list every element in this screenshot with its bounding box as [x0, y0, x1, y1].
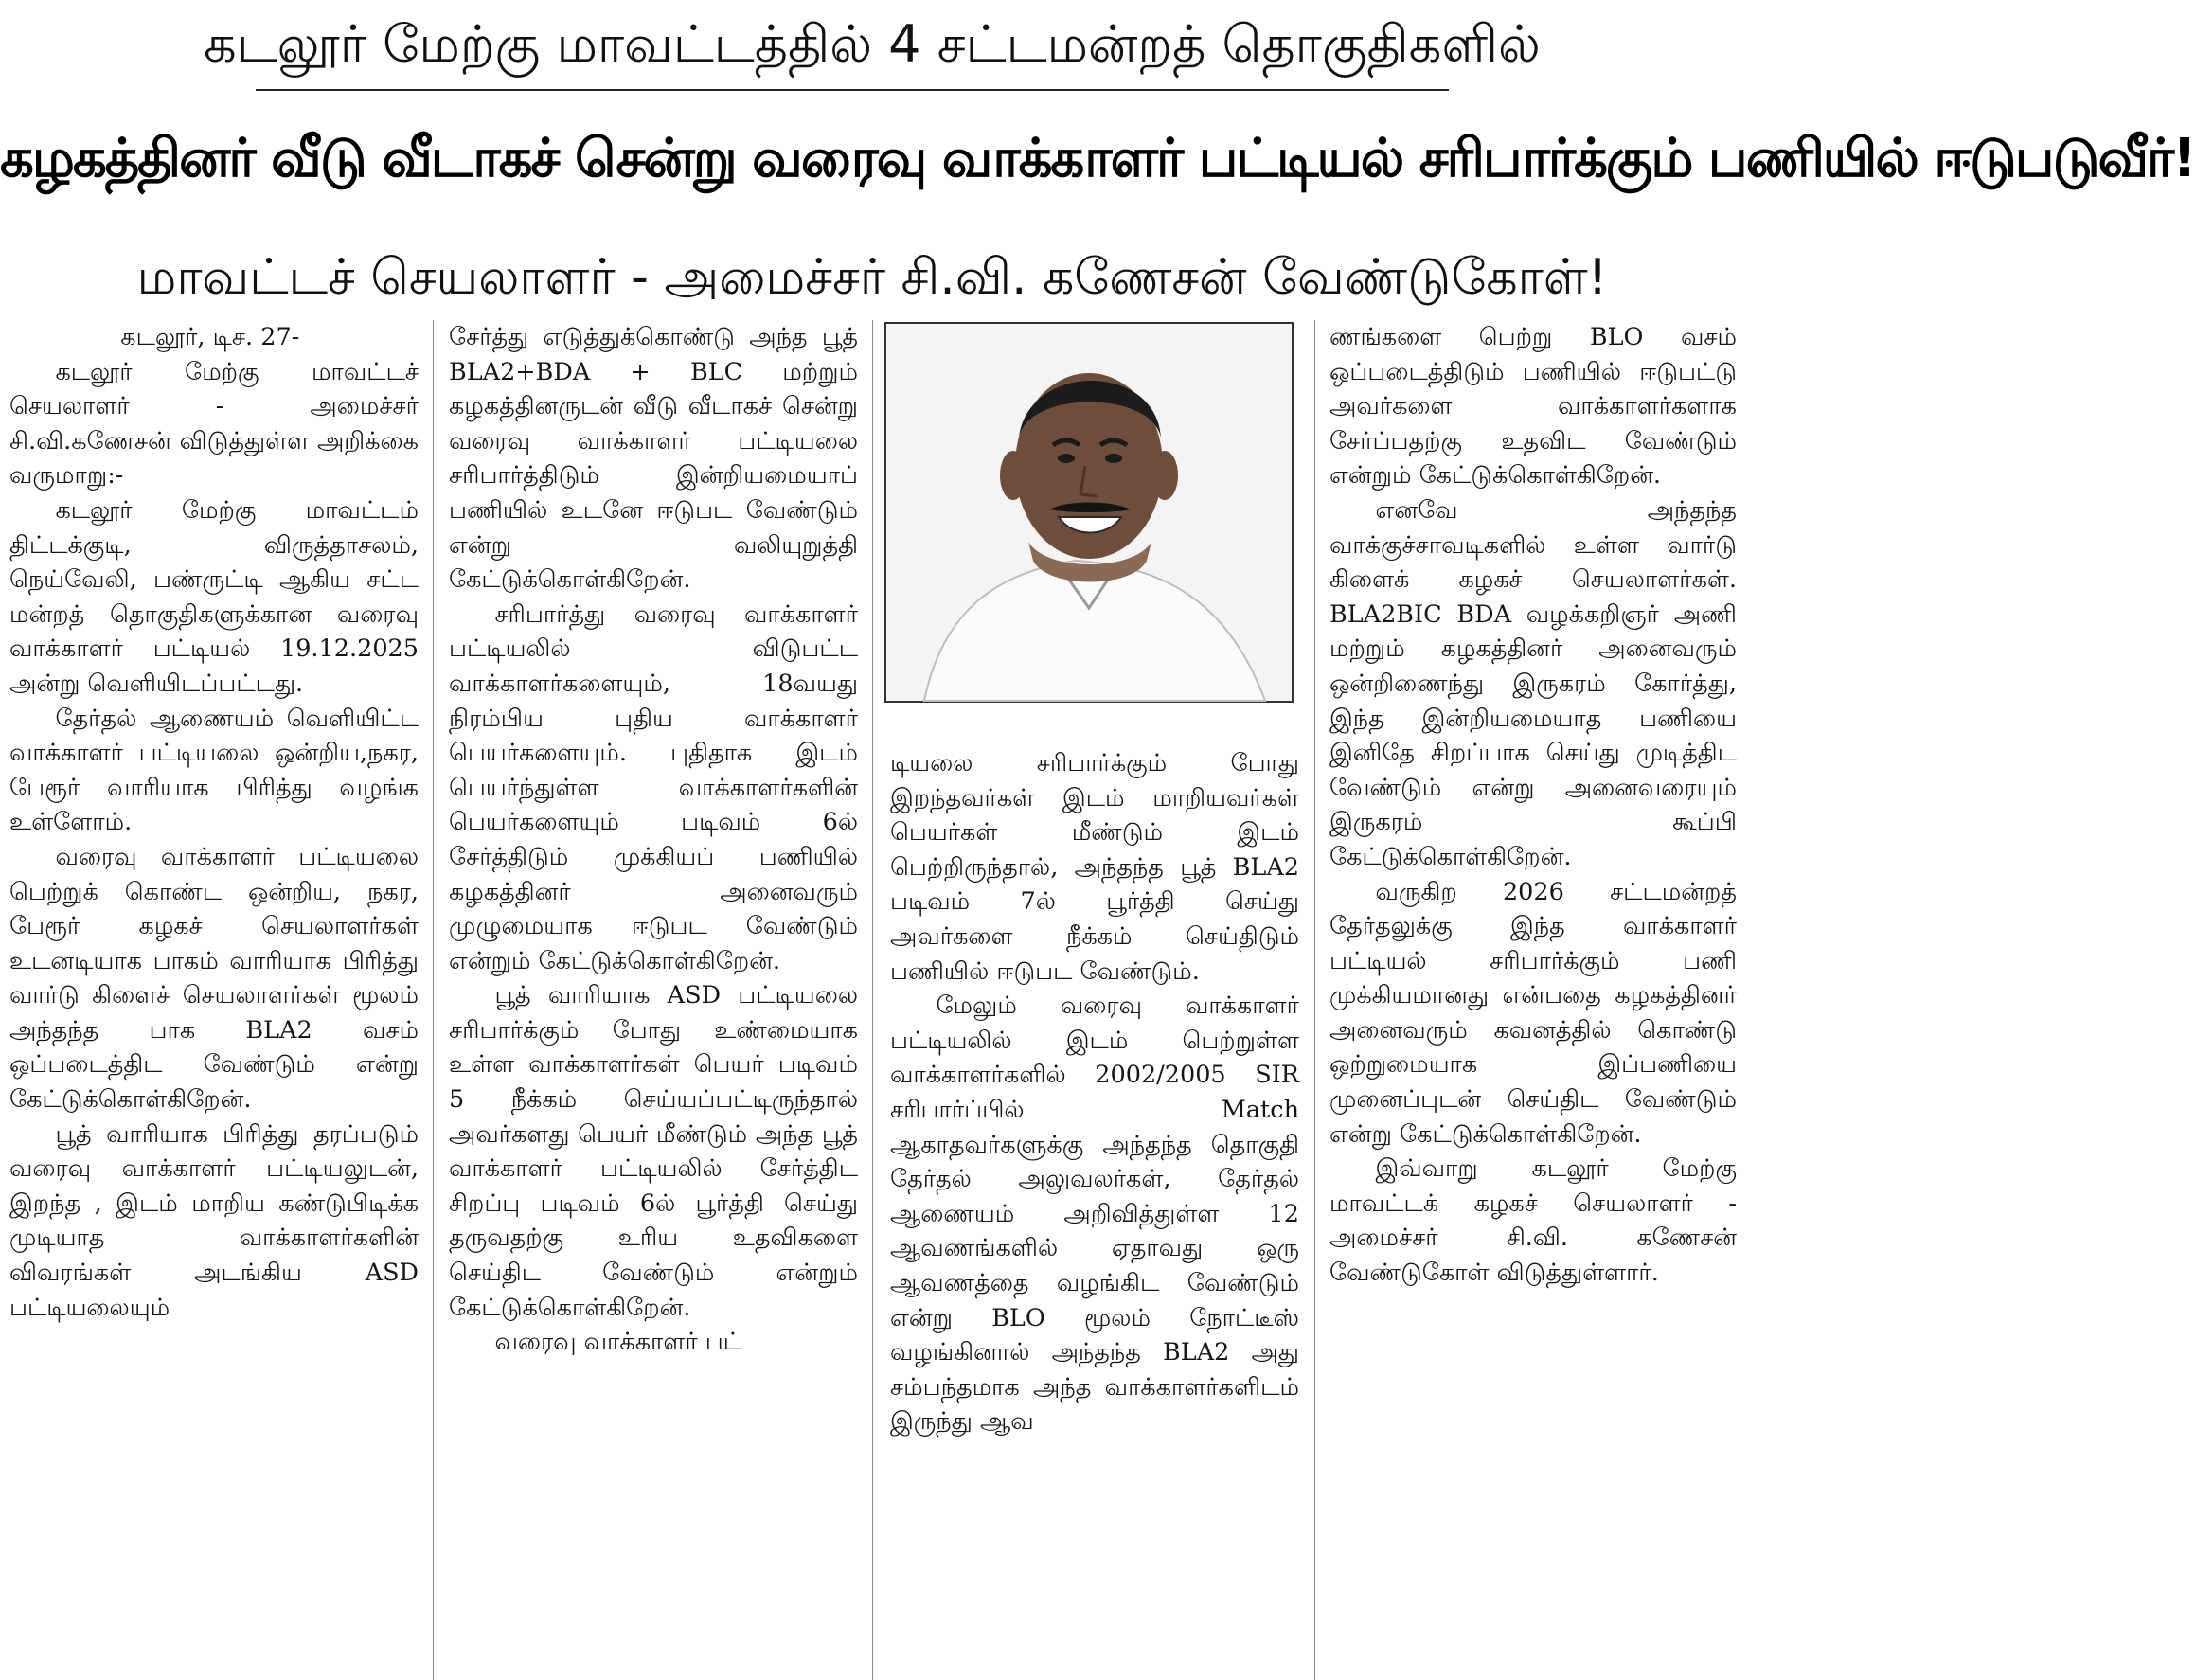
- kicker-headline: கடலூர் மேற்கு மாவட்டத்தில் 4 சட்டமன்றத் தொகுதிகளில்: [204, 14, 1541, 74]
- paragraph: மேலும் வரைவு வாக்காளர் பட்டியலில் இடம் பெற்றுள்ள வாக்காளர்களில் 2002/2005 SIR சரிபார்ப்பில் Match ஆகாதவர்களுக்கு அந்தந்த தொகுதி தேர்தல் அலுவலர்கள், தேர்தல் ஆணையம் அறிவித்துள்ள 12 ஆவணங்களில் ஏதாவது ஒரு ஆவணத்தை வழங்கிட வேண்டும் என்று BLO மூலம் நோட்டீஸ் வழங்கினால் அந்தந்த BLA2 அது சம்பந்தமாக அந்த வாக்காளர்களிடம் இருந்து ஆவ: [890, 992, 1299, 1437]
- column-divider: [872, 320, 873, 1680]
- paragraph: ணங்களை பெற்று BLO வசம் ஒப்படைத்திடும் பணியில் ஈடுபட்டு அவர்களை வாக்காளர்களாக சேர்ப்பதற்கு உதவிட வேண்டும் என்றும் கேட்டுக்கொள்கிறேன்.: [1329, 323, 1737, 491]
- kicker-underline: [256, 89, 1449, 91]
- portrait-illustration: [886, 324, 1292, 701]
- paragraph: வரைவு வாக்காளர் பட்டியலை பெற்றுக் கொண்ட ஒன்றிய, நகர, பேரூர் கழகச் செயலாளர்கள் உடனடியாக பாகம் வாரியாக பிரித்து வார்டு கிளைச் செயலாளர்கள் மூலம் அந்தந்த பாக BLA2 வசம் ஒப்படைத்திட வேண்டும் என்று கேட்டுக்கொள்கிறேன்.: [9, 842, 419, 1115]
- article-column-4: [1329, 320, 1737, 1680]
- article-column-2: [449, 320, 858, 1680]
- article-column-1: [9, 320, 419, 1680]
- paragraph: சரிபார்த்து வரைவு வாக்காளர் பட்டியலில் விடுபட்ட வாக்காளர்களையும், 18வயது நிரம்பிய புதிய வாக்காளர் பெயர்களையும். புதிதாக இடம் பெயர்ந்துள்ள வாக்காளர்களின் பெயர்களையும் படிவம் 6ல் சேர்த்திடும் முக்கியப் பணியில் கழகத்தினர் அனைவரும் முழுமையாக ஈடுபட வேண்டும் என்றும் கேட்டுக்கொள்கிறேன்.: [449, 599, 858, 975]
- main-headline: கழகத்தினர் வீடு வீடாகச் சென்று வரைவு வாக்காளர் பட்டியல் சரிபார்க்கும் பணியில் ஈடுபடுவீர்!: [0, 128, 2195, 189]
- paragraph: வரைவு வாக்காளர் பட்: [494, 1328, 743, 1357]
- paragraph: பூத் வாரியாக ASD பட்டியலை சரிபார்க்கும் போது உண்மையாக உள்ள வாக்காளர்கள் பெயர் படிவம் 5 நீக்கம் செய்யப்பட்டிருந்தால் அவர்களது பெயர் மீண்டும் அந்த பூத் வாக்காளர் பட்டியலில் சேர்த்திட சிறப்பு படிவம் 6ல் பூர்த்தி செய்து தருவதற்கு உரிய உதவிகளை செய்திட வேண்டும் என்றும் கேட்டுக்கொள்கிறேன்.: [449, 981, 858, 1322]
- column-divider: [433, 320, 434, 1680]
- paragraph: பூத் வாரியாக பிரித்து தரப்படும் வரைவு வாக்காளர் பட்டியலுடன், இறந்த , இடம் மாறிய கண்டுபிடிக்க முடியாத வாக்காளர்களின் விவரங்கள் அடங்கிய ASD பட்டியலையும்: [9, 1119, 419, 1322]
- sub-headline: மாவட்டச் செயலாளர் - அமைச்சர் சி.வி. கணேசன் வேண்டுகோள்!: [136, 249, 1608, 306]
- paragraph: இவ்வாறு கடலூர் மேற்கு மாவட்டக் கழகச் செயலாளர் - அமைச்சர் சி.வி. கணேசன் வேண்டுகோள் விடுத்துள்ளார்.: [1329, 1154, 1737, 1288]
- paragraph: வருகிற 2026 சட்டமன்றத் தேர்தலுக்கு இந்த வாக்காளர் பட்டியல் சரிபார்க்கும் பணி முக்கியமானது என்பதை கழகத்தினர் அனைவரும் கவனத்தில் கொண்டு ஒற்றுமையாக இப்பணியை முனைப்புடன் செய்திட வேண்டும் என்று கேட்டுக்கொள்கிறேன்.: [1329, 877, 1737, 1149]
- paragraph: தேர்தல் ஆணையம் வெளியிட்ட வாக்காளர் பட்டியலை ஒன்றிய,நகர, பேரூர் வாரியாக பிரித்து வழங்க உள்ளோம்.: [9, 704, 419, 837]
- paragraph: சேர்த்து எடுத்துக்கொண்டு அந்த பூத் BLA2+BDA + BLC மற்றும் கழகத்தினருடன் வீடு வீடாகச் சென்று வரைவு வாக்காளர் பட்டியலை சரிபார்த்திடும் இன்றியமையாப் பணியில் உடனே ஈடுபட வேண்டும் என்று வலியுறுத்தி கேட்டுக்கொள்கிறேன்.: [449, 323, 858, 595]
- paragraph: டியலை சரிபார்க்கும் போது இறந்தவர்கள் இடம் மாறியவர்கள் பெயர்கள் மீண்டும் இடம் பெற்றிருந்தால், அந்தந்த பூத் BLA2 படிவம் 7ல் பூர்த்தி செய்து அவர்களை நீக்கம் செய்திடும் பணியில் ஈடுபட வேண்டும்.: [890, 749, 1299, 986]
- paragraph: எனவே அந்தந்த வாக்குச்சாவடிகளில் உள்ள வார்டு கிளைக் கழகச் செயலாளர்கள். BLA2BIC BDA வழக்கறிஞர் அணி மற்றும் கழகத்தினர் அனைவரும் ஒன்றிணைந்து இருகரம் கோர்த்து, இந்த இன்றியமையாத பணியை இனிதே சிறப்பாக செய்து முடித்திட வேண்டும் என்று அனைவரையும் இருகரம் கூப்பி கேட்டுக்கொள்கிறேன்.: [1329, 495, 1737, 871]
- dateline: கடலூர், டிச. 27-: [120, 323, 300, 351]
- minister-portrait-photo: [884, 322, 1294, 703]
- column-divider: [1314, 320, 1315, 1680]
- paragraph: கடலூர் மேற்கு மாவட்டம் திட்டக்குடி, விருத்தாசலம், நெய்வேலி, பண்ருட்டி ஆகிய சட்ட மன்றத் தொகுதிகளுக்கான வரைவு வாக்காளர் பட்டியல் 19.12.2025 அன்று வெளியிடப்பட்டது.: [9, 495, 419, 698]
- paragraph: கடலூர் மேற்கு மாவட்டச் செயலாளர் - அமைச்சர் சி.வி.கணேசன் விடுத்துள்ள அறிக்கை வருமாறு:-: [9, 357, 419, 491]
- article-column-3: [890, 746, 1299, 1680]
